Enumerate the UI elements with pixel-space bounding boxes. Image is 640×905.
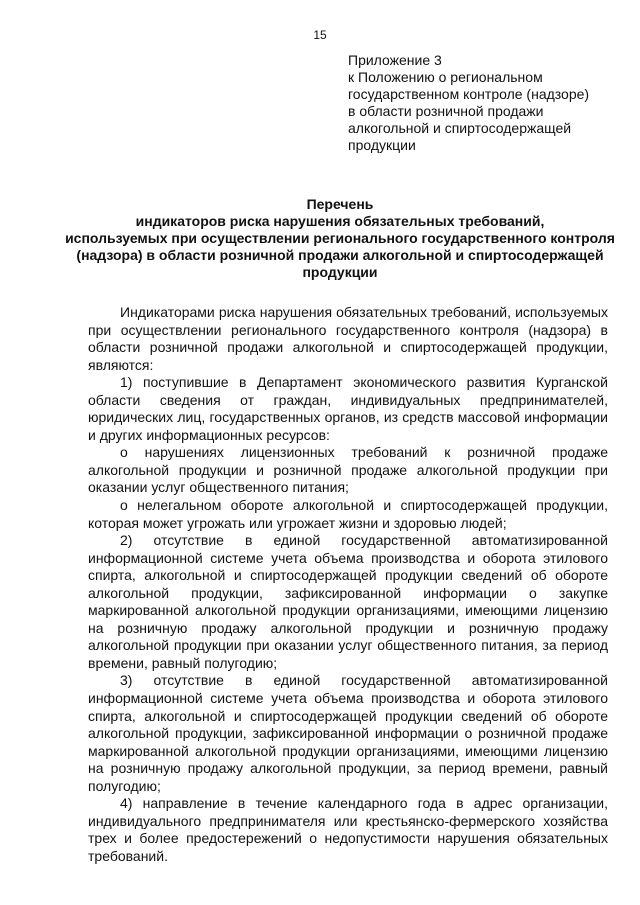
paragraph-item-3: 3) отсутствие в единой государственной автоматизированной информационной системе учета объема производства и оборота этилового спирта, алкогольной и спиртосодержащей продукции сведений об обороте алкогольной продукции, зафиксированной информации о розничной продаже маркированной алкогольной продукции организациями, имеющими лицензию на розничную продажу алкогольной продукции, за период времени, равный полугодию; <box>88 672 608 794</box>
document-title <box>60 196 620 281</box>
title-line: Перечень <box>306 196 374 212</box>
paragraph-subitem-illegal-turnover: о нелегальном обороте алкогольной и спиртосодержащей продукции, которая может угрожать или угрожает жизни и здоровью людей; <box>88 497 608 531</box>
appendix-line: Приложение 3 <box>348 52 442 68</box>
appendix-line: продукции <box>348 137 416 153</box>
title-line: индикаторов риска нарушения обязательных требований, <box>135 213 545 229</box>
appendix-line: алкогольной и спиртосодержащей <box>348 120 572 136</box>
title-line: используемых при осуществлении регионального государственного контроля <box>65 230 615 246</box>
title-line: (надзора) в области розничной продажи алкогольной и спиртосодержащей <box>76 247 604 263</box>
paragraph-subitem-licensing: о нарушениях лицензионных требований к розничной продаже алкогольной продукции и розничной продаже алкогольной продукции при оказании услуг общественного питания; <box>88 444 608 496</box>
appendix-line: в области розничной продажи <box>348 103 544 119</box>
paragraph-item-4: 4) направление в течение календарного года в адрес организации, индивидуального предпринимателя или крестьянско-фермерского хозяйства трех и более предостережений о недопустимости нарушения обязательных требований. <box>88 795 608 864</box>
appendix-line: к Положению о региональном <box>348 69 543 85</box>
appendix-note <box>348 52 618 154</box>
title-line: продукции <box>302 264 378 280</box>
appendix-line: государственном контроле (надзоре) <box>348 86 590 102</box>
document-body <box>88 304 608 866</box>
paragraph-item-2: 2) отсутствие в единой государственной автоматизированной информационной системе учета объема производства и оборота этилового спирта, алкогольной и спиртосодержащей продукции сведений об обороте алкогольной продукции, зафиксированной информации о закупке маркированной алкогольной продукции организациями, имеющими лицензию на розничную продажу алкогольной продукции и розничную продажу алкогольной продукции при оказании услуг общественного питания, за период времени, равный полугодию; <box>88 532 608 671</box>
paragraph-intro: Индикаторами риска нарушения обязательных требований, используемых при осуществлении регионального государственного контроля (надзора) в области розничной продажи алкогольной и спиртосодержащей продукции, являются: <box>88 304 608 373</box>
page-number: 15 <box>313 28 327 42</box>
paragraph-item-1: 1) поступившие в Департамент экономического развития Курганской области сведения от граждан, индивидуальных предпринимателей, юридических лиц, государственных органов, из средств массовой информации и других информационных ресурсов: <box>88 374 608 443</box>
